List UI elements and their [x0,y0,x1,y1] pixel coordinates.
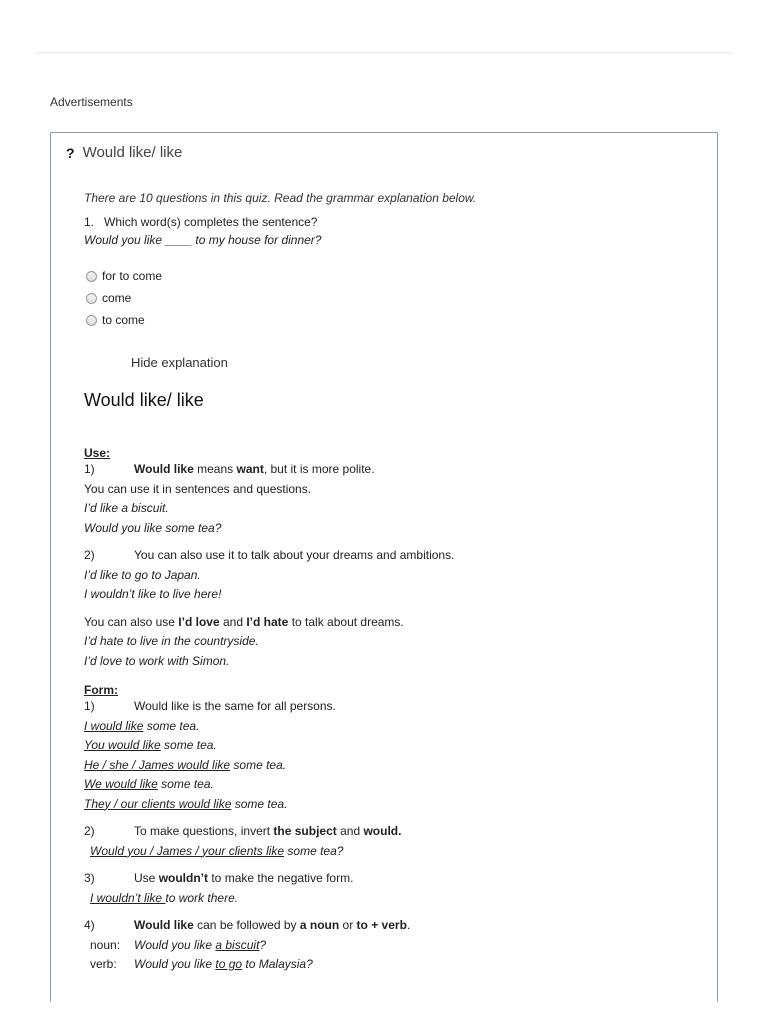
form-example [84,775,694,795]
answer-options [84,265,694,331]
option-label: come [102,291,132,305]
text: You can also use it to talk about your dreams and ambitions. [134,548,455,562]
form-example [84,889,694,909]
text: some tea. [231,796,288,811]
text: and [219,614,247,629]
text: , but it is more polite. [263,462,375,476]
bold-text: Would like [134,462,194,476]
underlined-text: They / our clients would like [84,796,232,811]
bold-text: I’d love [178,614,220,629]
radio-button[interactable] [86,315,97,326]
text: Would you like [134,937,216,952]
answer-option-2[interactable] [84,287,694,309]
text: some tea. [157,777,214,791]
text: To make questions, invert [134,824,274,838]
question-number: 1. [84,215,95,229]
form-heading: Form: [84,683,118,697]
text: some tea? [284,843,344,858]
form-item-2 [84,822,694,842]
bold-text: wouldn’t [158,871,209,885]
text: to make the negative form. [208,871,354,885]
item-number: 2) [84,824,95,838]
use-heading: Use: [84,446,111,460]
form-item-1 [84,697,694,717]
radio-button[interactable] [86,293,97,304]
underlined-text: I wouldn’t like [90,890,166,905]
text: or [339,918,357,932]
example-label: noun: [90,937,121,952]
underlined-text: I would like [84,718,144,733]
text: some tea. [160,738,217,752]
text: means [193,462,237,476]
text: ? [259,937,267,952]
quiz-title: Would like/ like [82,144,183,161]
example-sentence: Would you like some tea? [84,520,222,535]
form-example [84,756,694,776]
explanation-title: Would like/ like [84,390,204,410]
option-label: for to come [102,269,163,283]
form-example [84,842,694,862]
bold-text: a noun [299,918,340,932]
underlined-text: We would like [84,777,158,791]
form-item-3 [84,869,694,889]
text: some tea. [230,757,287,772]
verb-example [84,955,694,975]
item-number: 2) [84,548,95,562]
text: to Malaysia? [242,957,313,971]
form-example [84,717,694,737]
quiz-card [50,132,718,1002]
form-item-4 [84,916,694,936]
text: to work there. [165,890,239,905]
item-number: 4) [84,918,95,932]
answer-option-1[interactable] [84,265,694,287]
underlined-text: You would like [84,738,161,752]
use-item-1-line-2: You can use it in sentences and questions. [84,481,312,496]
underlined-text: Would you / James / your clients like [90,843,285,858]
item-number: 1) [84,462,95,476]
quiz-header [66,144,182,161]
text: to talk about dreams. [288,614,404,629]
bold-text: would. [363,824,402,838]
bold-text: I’d hate [246,614,289,629]
hide-explanation-link[interactable]: Hide explanation [131,355,228,370]
example-sentence: I’d love to work with Simon. [84,653,230,668]
bold-text: Would like [134,918,194,932]
answer-option-3[interactable] [84,309,694,331]
underlined-text: a biscuit [215,937,260,952]
quiz-content [84,191,694,975]
use-item-1 [84,460,694,480]
bold-text: to + verb [356,918,407,932]
noun-example [84,936,694,956]
text: and [336,824,364,838]
text: can be followed by [193,918,300,932]
text: some tea. [143,718,200,733]
form-example [84,795,694,815]
question-text: Which word(s) completes the sentence? [104,215,318,229]
bold-text: want [236,462,264,476]
item-number: 3) [84,871,95,885]
text: Would you like [134,957,216,971]
option-label: to come [102,313,145,327]
text: . [406,918,411,932]
underlined-text: to go [215,957,243,971]
radio-button[interactable] [86,271,97,282]
form-example [84,736,694,756]
question-mark-icon: ? [66,144,75,161]
text: You can also use [84,614,179,629]
use-item-2 [84,546,694,566]
question-1 [84,215,694,229]
question-sentence: Would you like ____ to my house for dinner? [84,233,322,247]
text: Use [134,871,159,885]
text: Would like is the same for all persons. [134,699,336,713]
bold-text: the subject [273,824,337,838]
advertisements-label: Advertisements [50,95,133,109]
example-sentence: I wouldn’t like to live here! [84,587,222,601]
top-divider [36,52,732,53]
example-sentence: I’d like a biscuit. [84,501,169,515]
quiz-intro: There are 10 questions in this quiz. Read the grammar explanation below. [84,191,477,205]
underlined-text: He / she / James would like [84,757,231,772]
example-sentence: I’d like to go to Japan. [84,567,201,582]
use-love-hate [84,613,694,633]
item-number: 1) [84,699,95,713]
example-label: verb: [90,957,117,971]
example-sentence: I’d hate to live in the countryside. [84,634,259,648]
